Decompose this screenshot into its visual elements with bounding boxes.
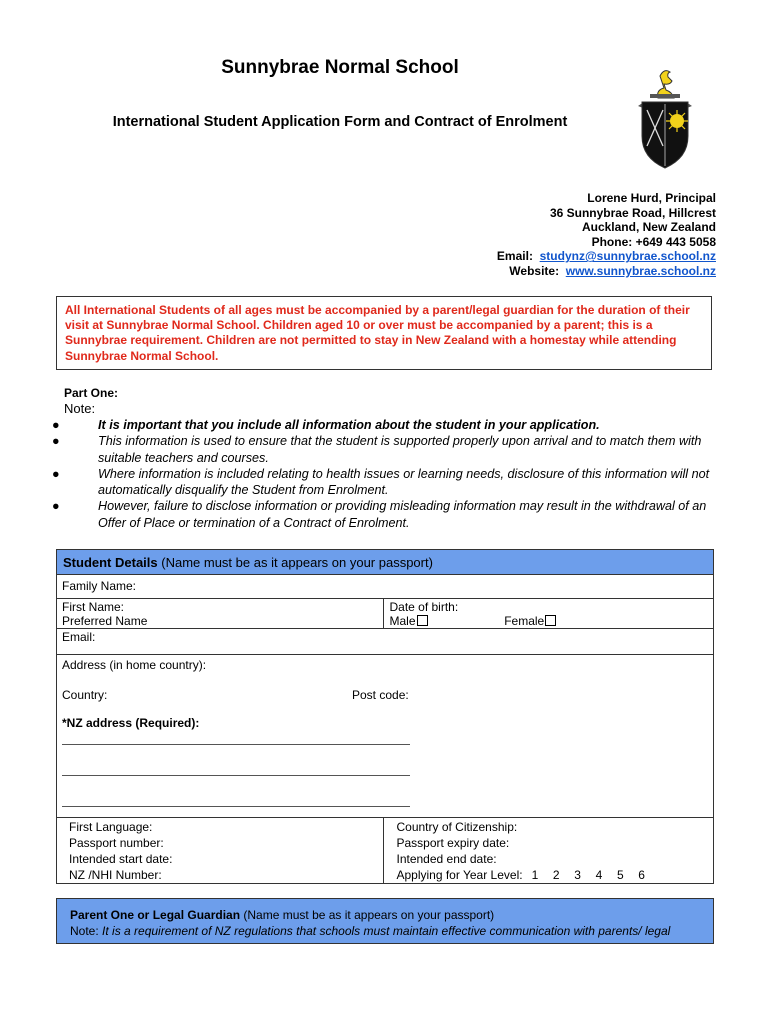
country-field[interactable]: Country: <box>62 688 108 702</box>
form-title: International Student Application Form and Contract of Enrolment <box>112 114 568 130</box>
student-details-title: Student Details <box>63 554 158 570</box>
dob-field[interactable]: Date of birth: <box>389 600 459 614</box>
website-link[interactable]: www.sunnybrae.school.nz <box>565 263 716 278</box>
student-details-header <box>57 550 714 575</box>
student-details-note: (Name must be as it appears on your passport) <box>161 554 433 570</box>
start-date-field[interactable]: Intended start date: <box>69 852 173 866</box>
principal-name: Lorene Hurd, Principal <box>587 191 716 205</box>
first-language-field[interactable]: First Language: <box>69 820 153 834</box>
email-row <box>497 249 716 264</box>
male-checkbox[interactable] <box>417 615 428 626</box>
year-level-option[interactable]: 1 <box>531 868 539 882</box>
parent-note-text: It is a requirement of NZ regulations that schools must maintain effective communication with parents/ legal <box>102 924 671 938</box>
passport-number-field[interactable]: Passport number: <box>69 836 164 850</box>
school-name: Sunnybrae Normal School <box>221 57 459 78</box>
website-row <box>497 264 716 279</box>
year-level-option[interactable]: 2 <box>552 868 560 882</box>
note-bullets <box>52 417 712 531</box>
nz-address-line-1[interactable] <box>62 732 410 745</box>
nhi-number-field[interactable]: NZ /NHI Number: <box>69 868 162 882</box>
passport-expiry-field[interactable]: Passport expiry date: <box>396 836 510 850</box>
school-crest-icon <box>636 66 694 170</box>
year-level-option[interactable]: 4 <box>595 868 603 882</box>
website-label: Website: <box>509 263 560 278</box>
parent-title-note: (Name must be as it appears on your passport) <box>243 908 495 922</box>
student-email-field[interactable]: Email: <box>57 629 714 655</box>
bullet-item <box>52 498 712 531</box>
passport-rows <box>57 818 714 884</box>
first-name-row <box>57 599 714 629</box>
student-details-table <box>56 549 714 884</box>
guardian-warning: All International Students of all ages must be accompanied by a parent/legal guardian for the duration of their visit at Sunnybrae Normal School. Children aged 10 or over must be accompanied by a parent; this is a Sunnybrae requirement. Children are not permitted to stay in New Zealand with a homestay while attending Sunnybrae Normal School. <box>56 296 712 370</box>
gender-row <box>389 614 708 628</box>
family-name-field[interactable]: Family Name: <box>57 575 714 599</box>
address-row <box>57 655 714 818</box>
parent-guardian-header <box>56 898 714 944</box>
first-name-field[interactable]: First Name: <box>62 600 125 614</box>
parent-title: Parent One or Legal Guardian <box>70 908 241 922</box>
year-level-label: Applying for Year Level: <box>396 868 523 882</box>
nz-address-line-3[interactable] <box>62 794 410 807</box>
nz-address-line-2[interactable] <box>62 763 410 776</box>
end-date-field[interactable]: Intended end date: <box>396 852 497 866</box>
citizenship-field[interactable]: Country of Citizenship: <box>396 820 518 834</box>
year-level-option[interactable]: 5 <box>616 868 624 882</box>
female-label: Female <box>504 614 545 628</box>
nz-address-label: *NZ address (Required): <box>62 716 200 730</box>
year-level-option[interactable]: 6 <box>638 868 645 882</box>
bullet-item <box>52 417 712 433</box>
contact-block <box>497 191 716 279</box>
bullet-dot: ● <box>52 466 60 481</box>
bullet-text: This information is used to ensure that the student is supported properly upon arrival and to match them with suitable teachers and courses. <box>98 434 702 465</box>
email-row <box>57 629 714 655</box>
male-label: Male <box>389 614 416 628</box>
bullet-dot: ● <box>52 434 60 449</box>
home-address-field[interactable]: Address (in home country): <box>62 658 207 672</box>
year-level-row <box>396 867 708 883</box>
email-link[interactable]: studynz@sunnybrae.school.nz <box>539 249 716 264</box>
phone: Phone: +649 443 5058 <box>591 234 716 249</box>
email-label: Email: <box>496 249 533 264</box>
bullet-dot: ● <box>52 418 60 432</box>
city-address: Auckland, New Zealand <box>581 220 716 235</box>
bullet-item <box>52 433 712 466</box>
parent-note-label: Note: <box>70 924 99 938</box>
part-one-heading: Part One: <box>64 386 119 400</box>
post-code-field[interactable]: Post code: <box>352 688 409 702</box>
bullet-text: However, failure to disclose information or providing misleading information may result in the withdrawal of an Offer of Place or termination of a Contract of Enrolment. <box>98 499 707 530</box>
family-name-row <box>57 575 714 599</box>
preferred-name-field[interactable]: Preferred Name <box>62 614 148 628</box>
female-checkbox[interactable] <box>545 615 556 626</box>
bullet-item <box>52 466 712 499</box>
bullet-text: Where information is included relating to health issues or learning needs, disclosure of this information will not automatically disqualify the Student from Enrolment. <box>98 466 710 498</box>
street-address: 36 Sunnybrae Road, Hillcrest <box>549 205 716 220</box>
note-label: Note: <box>64 401 96 416</box>
bullet-text: It is important that you include all information about the student in your application. <box>98 418 600 432</box>
year-level-option[interactable]: 3 <box>574 868 581 882</box>
bullet-dot: ● <box>52 499 60 514</box>
